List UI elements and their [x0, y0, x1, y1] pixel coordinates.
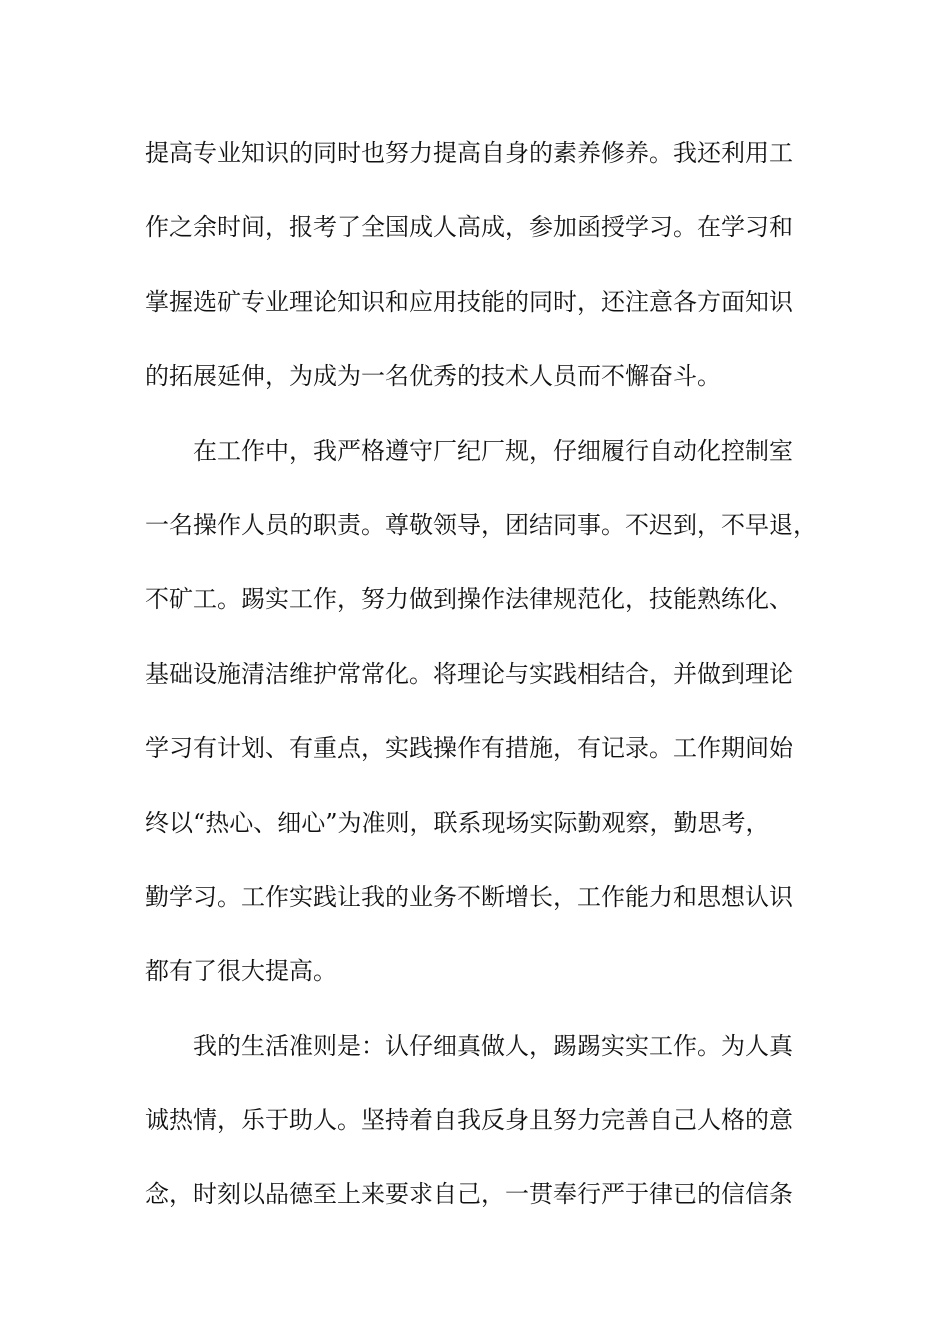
document-body — [145, 131, 825, 1247]
text-line: 学习有计划、有重点，实践操作有措施，有记录。工作期间始 — [145, 734, 793, 763]
text-line: 一名操作人员的职责。尊敬领导，团结同事。不迟到，不早退， — [145, 510, 817, 539]
text-line: 勤学习。工作实践让我的业务不断增长，工作能力和思想认识 — [145, 882, 793, 911]
paragraph-start-line: 在工作中，我严格遵守厂纪厂规，仔细履行自动化控制室 — [193, 436, 793, 465]
text-line: 念，时刻以品德至上来要求自己，一贯奉行严于律已的信信条 — [145, 1180, 793, 1209]
text-line: 基础设施清洁维护常常化。将理论与实践相结合，并做到理论 — [145, 659, 793, 688]
text-line: 不矿工。踢实工作，努力做到操作法律规范化，技能熟练化、 — [145, 585, 793, 614]
text-line: 终以“热心、细心”为准则，联系现场实际勤观察，勤思考， — [145, 808, 770, 837]
paragraph-start-line: 我的生活准则是：认仔细真做人，踢踢实实工作。为人真 — [193, 1031, 793, 1060]
text-line: 都有了很大提高。 — [145, 957, 337, 986]
text-line: 掌握选矿专业理论知识和应用技能的同时，还注意各方面知识 — [145, 287, 793, 316]
text-line: 诚热情，乐于助人。坚持着自我反身且努力完善自己人格的意 — [145, 1106, 793, 1135]
text-line: 的拓展延伸，为成为一名优秀的技术人员而不懈奋斗。 — [145, 362, 721, 391]
text-line: 提高专业知识的同时也努力提高自身的素养修养。我还利用工 — [145, 139, 793, 167]
text-line: 作之余时间，报考了全国成人高成，参加函授学习。在学习和 — [145, 213, 793, 242]
